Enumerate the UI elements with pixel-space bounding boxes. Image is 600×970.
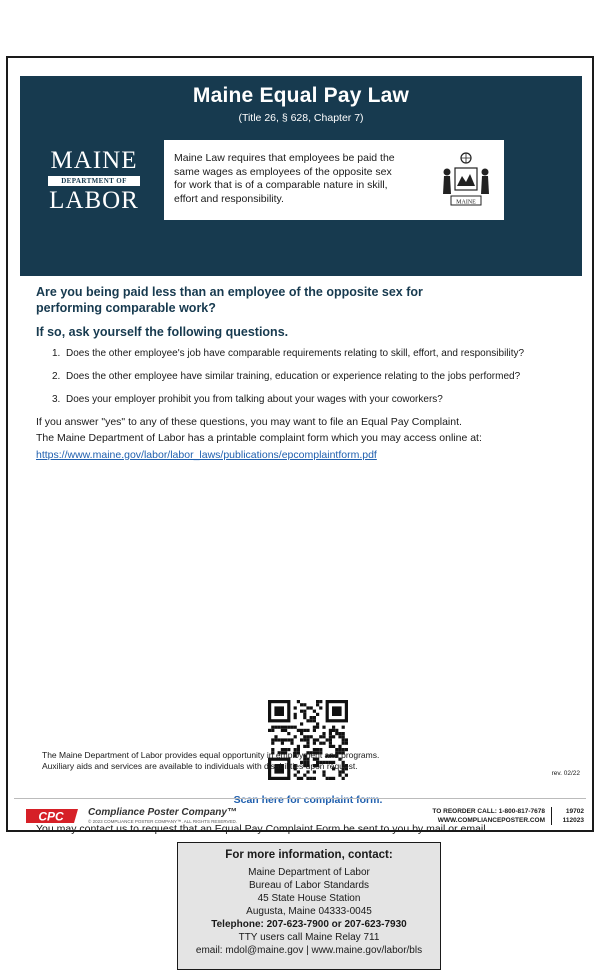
- logo-dept-text: DEPARTMENT OF: [48, 176, 140, 186]
- poster-code-1: 19702: [565, 808, 584, 815]
- list-text: Does the other employee's job have comparable requirements relating to skill, effort, and responsibility?: [66, 348, 525, 359]
- poster: [6, 56, 594, 956]
- state-seal-icon: [438, 150, 494, 210]
- list-text: Does the other employee have similar training, education or experience relating to the jobs performed?: [66, 371, 521, 382]
- answer-paragraph: If you answer "yes" to any of these questions, you may want to file an Equal Pay Complaint.: [36, 416, 462, 428]
- scan-caption: Scan here for complaint form.: [233, 794, 383, 806]
- reorder-website: WWW.COMPLIANCEPOSTER.COM: [437, 817, 545, 824]
- question-list: [36, 347, 576, 406]
- info-title: For more information, contact:: [225, 849, 393, 861]
- footer: [14, 798, 586, 828]
- reorder-phone: TO REORDER CALL: 1-800-817-7678: [432, 808, 545, 815]
- cpc-logo-icon: [24, 807, 82, 825]
- page-title: Maine Equal Pay Law: [192, 84, 410, 107]
- svg-text:MAINE: MAINE: [456, 199, 476, 206]
- ask-heading: If so, ask yourself the following questions.: [36, 325, 289, 339]
- maine-labor-logo: [44, 148, 144, 214]
- equal-opportunity-notice: [42, 750, 379, 772]
- footer-divider: [551, 807, 552, 825]
- poster-codes: [554, 807, 584, 825]
- reorder-info: [380, 807, 545, 825]
- list-number: 2.: [52, 371, 61, 382]
- poster-code-2: 112023: [562, 817, 584, 824]
- info-phone: Telephone: 207-623-7900 or 207-623-7930: [211, 919, 407, 930]
- intro-box: [164, 140, 504, 220]
- revision-label: rev. 02/22: [551, 770, 580, 777]
- info-line-station: 45 State House Station: [257, 893, 361, 904]
- form-paragraph: The Maine Department of Labor has a printable complaint form which you may access online at:: [36, 431, 482, 444]
- page-subtitle: (Title 26, § 628, Chapter 7): [238, 112, 364, 124]
- intro-text: Maine Law requires that employees be paid the same wages as employees of the opposite sex for work that is of a comparable nature in skill, effort and responsibility.: [174, 152, 395, 205]
- info-line-bureau: Bureau of Labor Standards: [248, 880, 370, 891]
- contact-request-text: You may contact us to request that an Equal Pay Complaint Form be sent to you by mail or email.: [36, 823, 489, 835]
- eo-line-1: The Maine Department of Labor provides equal opportunity in employment and programs.: [42, 750, 380, 760]
- logo-maine-text: MAINE: [50, 147, 138, 174]
- company-name: Compliance Poster Company™: [88, 807, 237, 818]
- list-number: 1.: [52, 348, 61, 359]
- eo-line-2: Auxiliary aids and services are available to individuals with disabilities upon request.: [42, 761, 358, 771]
- list-number: 3.: [52, 394, 61, 405]
- info-tty: TTY users call Maine Relay 711: [238, 932, 380, 943]
- contact-info-box: [177, 842, 441, 970]
- svg-text:CPC: CPC: [38, 809, 64, 824]
- list-item: [36, 347, 576, 360]
- logo-labor-text: LABOR: [49, 187, 139, 214]
- complaint-form-link[interactable]: https://www.maine.gov/labor/labor_laws/publications/epcomplaintform.pdf: [36, 449, 377, 461]
- copyright-text: © 2023 COMPLIANCE POSTER COMPANY™. ALL RIGHTS RESERVED.: [88, 819, 238, 824]
- list-item: [36, 393, 576, 406]
- info-email: email: mdol@maine.gov | www.maine.gov/labor/bls: [195, 945, 423, 956]
- list-item: [36, 370, 576, 383]
- info-line-dept: Maine Department of Labor: [248, 867, 370, 878]
- header-banner: [20, 76, 582, 276]
- info-line-city: Augusta, Maine 04333-0045: [246, 906, 372, 917]
- lead-question: Are you being paid less than an employee of the opposite sex for performing comparable work?: [36, 285, 423, 315]
- list-text: Does your employer prohibit you from talking about your wages with your coworkers?: [66, 394, 443, 405]
